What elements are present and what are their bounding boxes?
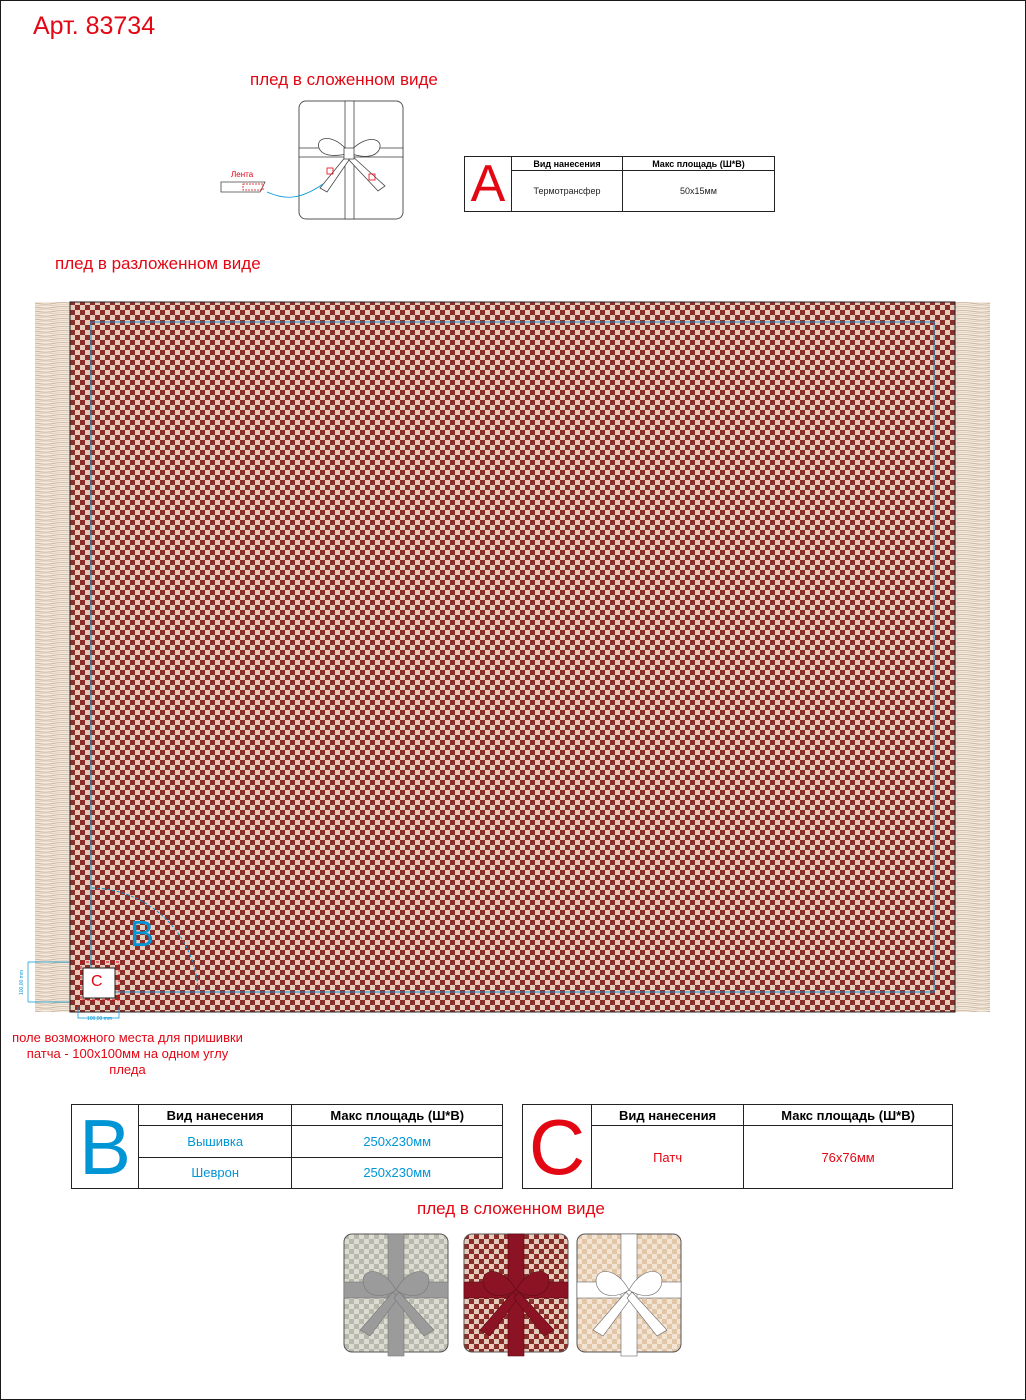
color-variants [340, 1230, 690, 1358]
unfolded-view-title: плед в разложенном виде [55, 254, 261, 273]
fringe-right [954, 302, 990, 1012]
table-c-method: Патч [592, 1126, 744, 1189]
table-b-col-method: Вид нанесения [139, 1105, 292, 1126]
table-a-col-method: Вид нанесения [512, 157, 623, 171]
table-b-method-2: Шеврон [139, 1157, 292, 1189]
table-a-letter: A [465, 157, 512, 212]
application-table-b [71, 1104, 503, 1189]
folded-view-title: плед в сложенном виде [250, 70, 438, 89]
article-title: Арт. 83734 [33, 12, 156, 40]
unfolded-blanket-illustration [20, 290, 1005, 1030]
table-b-letter: B [72, 1105, 139, 1189]
patch-note: поле возможного места для пришивки патча - 100х100мм на одном углу пледа [12, 1030, 243, 1077]
fringe-left [35, 302, 71, 1012]
table-a-method: Термотрансфер [512, 171, 623, 212]
table-c-col-area: Макс площадь (Ш*В) [744, 1105, 953, 1126]
table-c-letter: C [523, 1105, 592, 1189]
variant-grey [344, 1234, 448, 1356]
folded-variants-title: плед в сложенном виде [417, 1199, 605, 1218]
blanket-body [70, 302, 955, 1012]
table-a-area: 50х15мм [622, 171, 774, 212]
zone-c-label: C [91, 973, 103, 990]
table-c-area: 76х76мм [744, 1126, 953, 1189]
table-b-area-2: 250х230мм [292, 1157, 503, 1189]
variant-burgundy [464, 1234, 568, 1356]
table-a-col-area: Макс площадь (Ш*В) [622, 157, 774, 171]
application-table-a [464, 156, 775, 212]
dimension-vertical-label: 100,00 mm [19, 969, 25, 995]
table-b-col-area: Макс площадь (Ш*В) [292, 1105, 503, 1126]
table-b-area-1: 250х230мм [292, 1126, 503, 1158]
table-c-col-method: Вид нанесения [592, 1105, 744, 1126]
folded-blanket-illustration [215, 98, 415, 223]
application-table-c [522, 1104, 953, 1189]
dimension-horizontal-label: 100,00 mm [87, 1016, 113, 1022]
ribbon-label: Лента [231, 170, 254, 179]
variant-beige [577, 1234, 681, 1356]
zone-b-label: B [130, 913, 155, 954]
table-b-method-1: Вышивка [139, 1126, 292, 1158]
